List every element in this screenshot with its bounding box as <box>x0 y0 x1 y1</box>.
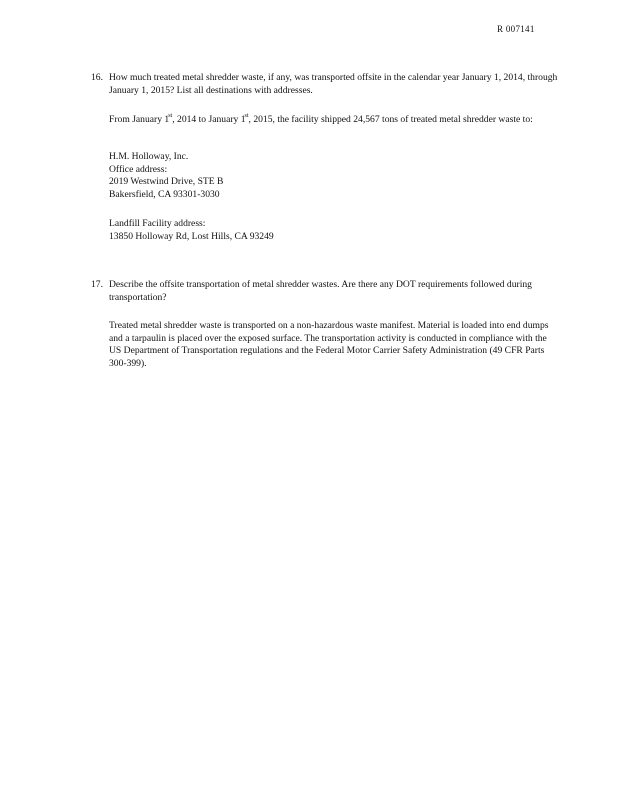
question-17 <box>91 279 561 304</box>
question-text: Describe the offsite transportation of metal shredder wastes. Are there any DOT requirements followed during transportation? <box>109 279 532 303</box>
landfill-address-block <box>109 218 561 243</box>
landfill-address: 13850 Holloway Rd, Lost Hills, CA 93249 <box>109 230 274 242</box>
bates-number: R 007141 <box>497 24 535 34</box>
office-street: 2019 Westwind Drive, STE B <box>109 176 224 187</box>
answer-17: Treated metal shredder waste is transported on a non-hazardous waste manifest. Material is loaded into end dumps and a tarpaulin is placed over the exposed surface. The transportation activity is conducted in compliance with the US Department of Transportation regulations and the Federal Motor Carrier Safety Administration (49 CFR Parts 300-399). <box>109 320 549 369</box>
landfill-label: Landfill Facility address: <box>109 218 206 229</box>
office-label: Office address: <box>109 163 168 175</box>
office-address-block <box>109 151 561 201</box>
answer-intro-part: , 2015, the facility shipped 24,567 tons of treated metal shredder waste to: <box>248 114 533 125</box>
question-number: 16. <box>91 72 103 83</box>
question-text: How much treated metal shredder waste, if any, was transported offsite in the calendar year January 1, 2014, through January 1, 2015? List all destinations with addresses. <box>109 72 558 96</box>
answer-16-intro <box>109 114 561 127</box>
company-name: H.M. Holloway, Inc. <box>109 151 189 162</box>
ordinal-suffix: st <box>168 112 173 119</box>
office-city: Bakersfield, CA 93301-3030 <box>109 188 220 200</box>
ordinal-suffix: st <box>244 112 249 119</box>
question-16 <box>91 72 561 97</box>
answer-intro-part: , 2014 to January 1 <box>172 114 246 125</box>
question-number: 17. <box>91 279 103 290</box>
answer-intro-part: From January 1 <box>109 114 170 125</box>
